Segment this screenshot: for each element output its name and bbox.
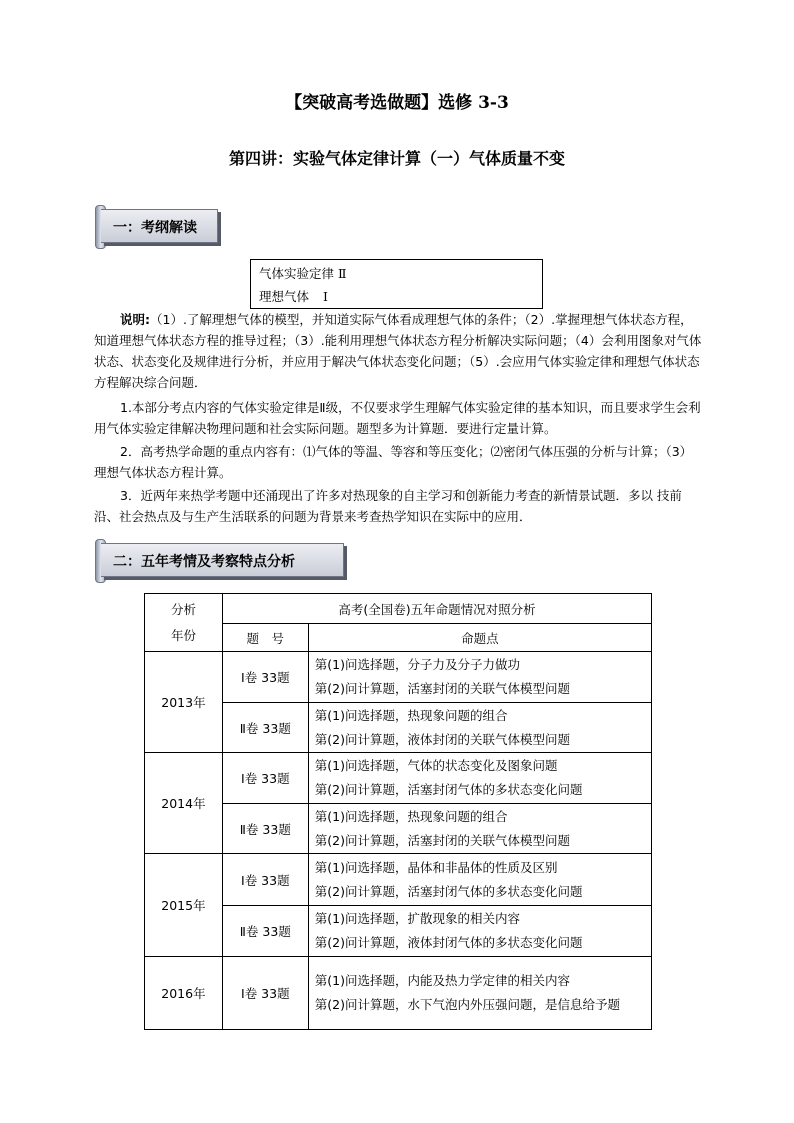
header-test-points: 命题点	[308, 624, 651, 652]
note-point-3: 3．近两年来热学考题中还涌现出了许多对热现象的自主学习和创新能力考查的新情景试题．多以 技前沿、社会热点及与生产生活联系的问题为背景来考查热学知识在实际中的应用．	[94, 488, 682, 524]
requirement-topic: 气体实验定律	[259, 266, 335, 281]
notes-lead: 说明:	[120, 312, 150, 327]
point-line: 第(1)问选择题，分子力及分子力做功	[314, 657, 520, 672]
section-label: 二：五年考情及考察特点分析	[113, 554, 295, 570]
year-cell: 2014年	[145, 753, 223, 854]
points-cell	[308, 854, 651, 906]
point-line: 第(1)问选择题，气体的状态变化及图象问题	[314, 758, 558, 773]
notes-text: （1）.了解理想气体的模型，并知道实际气体看成理想气体的条件；（2）.掌握理想气体状态方程，知道理想气体状态方程的推导过程；（3）.能利用理想气体状态方程分析解决实际问题；（4）会利用图象对气体状态、状态变化及规律进行分析，并应用于解决气体状态变化问题；（5）.会应用气体实验定律和理想气体状态方程解决综合问题．	[94, 312, 702, 390]
point-line: 第(2)问计算题，活塞封闭气体的多状态变化问题	[314, 883, 583, 899]
header-year-label: 年份	[170, 627, 196, 643]
note-point-2: 2．高考热学命题的重点内容有：⑴气体的等温、等容和等压变化；⑵密闭气体压强的分析与计算；（3）理想气体状态方程计算。	[94, 444, 693, 480]
table-header-row	[145, 594, 652, 624]
exam-analysis-table	[144, 593, 652, 1030]
points-cell	[308, 957, 651, 1030]
year-cell: 2013年	[145, 652, 223, 753]
question-cell: Ⅰ卷 33题	[222, 753, 308, 804]
point-line: 第(1)问选择题，热现象问题的组合	[314, 808, 508, 824]
requirement-row	[259, 287, 328, 305]
question-cell: Ⅰ卷 33题	[222, 854, 308, 906]
requirement-level: Ⅰ	[323, 289, 328, 304]
question-cell: Ⅱ卷 33题	[222, 906, 308, 957]
question-cell: Ⅱ卷 33题	[222, 703, 308, 753]
requirement-topic: 理想气体	[259, 289, 310, 304]
note-point-1: 1.本部分考点内容的气体实验定律是Ⅱ级，不仅要求学生理解气体实验定律的基本知识，而且要求学生会利用气体实验定律解决物理问题和社会实际问题。题型多为计算题．要进行定量计算。	[94, 400, 701, 436]
point-line: 第(2)问计算题，活塞封闭的关联气体模型问题	[314, 832, 570, 848]
point-line: 第(1)问选择题，扩散现象的相关内容	[314, 911, 520, 926]
year-cell: 2015年	[145, 854, 223, 957]
header-analysis-year	[145, 594, 223, 652]
points-cell	[308, 652, 651, 703]
points-cell	[308, 906, 651, 957]
point-line: 第(2)问计算题，水下气泡内外压强问题，是信息给予题	[314, 997, 620, 1012]
table-row	[145, 957, 652, 1030]
document-title: 【突破高考选做题】选修 3-3	[285, 93, 509, 113]
notes-paragraph	[94, 309, 704, 393]
point-line: 第(2)问计算题，活塞封闭气体的多状态变化问题	[314, 782, 583, 797]
requirement-level: Ⅱ	[338, 266, 347, 281]
section-banner-syllabus	[95, 209, 218, 243]
header-question-no: 题 号	[222, 624, 308, 652]
section-banner-analysis	[95, 543, 344, 577]
points-cell	[308, 804, 651, 854]
points-cell	[308, 703, 651, 753]
points-cell	[308, 753, 651, 804]
header-analysis-label: 分析	[170, 601, 196, 617]
point-line: 第(2)问计算题，活塞封闭的关联气体模型问题	[314, 681, 570, 696]
point-line: 第(2)问计算题，液体封闭气体的多状态变化问题	[314, 935, 583, 950]
requirement-level-box	[250, 259, 543, 309]
year-cell: 2016年	[145, 957, 223, 1030]
lecture-subtitle: 第四讲：实验气体定律计算（一）气体质量不变	[228, 149, 565, 168]
point-line: 第(1)问选择题，晶体和非晶体的性质及区别	[314, 859, 558, 875]
question-cell: Ⅱ卷 33题	[222, 804, 308, 854]
section-label: 一：考纲解读	[113, 220, 197, 236]
header-table-title: 高考(全国卷)五年命题情况对照分析	[222, 594, 651, 624]
question-cell: Ⅰ卷 33题	[222, 957, 308, 1030]
table-row	[145, 753, 652, 804]
point-line: 第(2)问计算题，液体封闭的关联气体模型问题	[314, 731, 570, 747]
point-line: 第(1)问选择题，热现象问题的组合	[314, 707, 508, 723]
table-row	[145, 652, 652, 703]
table-row	[145, 854, 652, 906]
requirement-row	[259, 264, 347, 282]
question-cell: Ⅰ卷 33题	[222, 652, 308, 703]
point-line: 第(1)问选择题，内能及热力学定律的相关内容	[314, 973, 570, 988]
